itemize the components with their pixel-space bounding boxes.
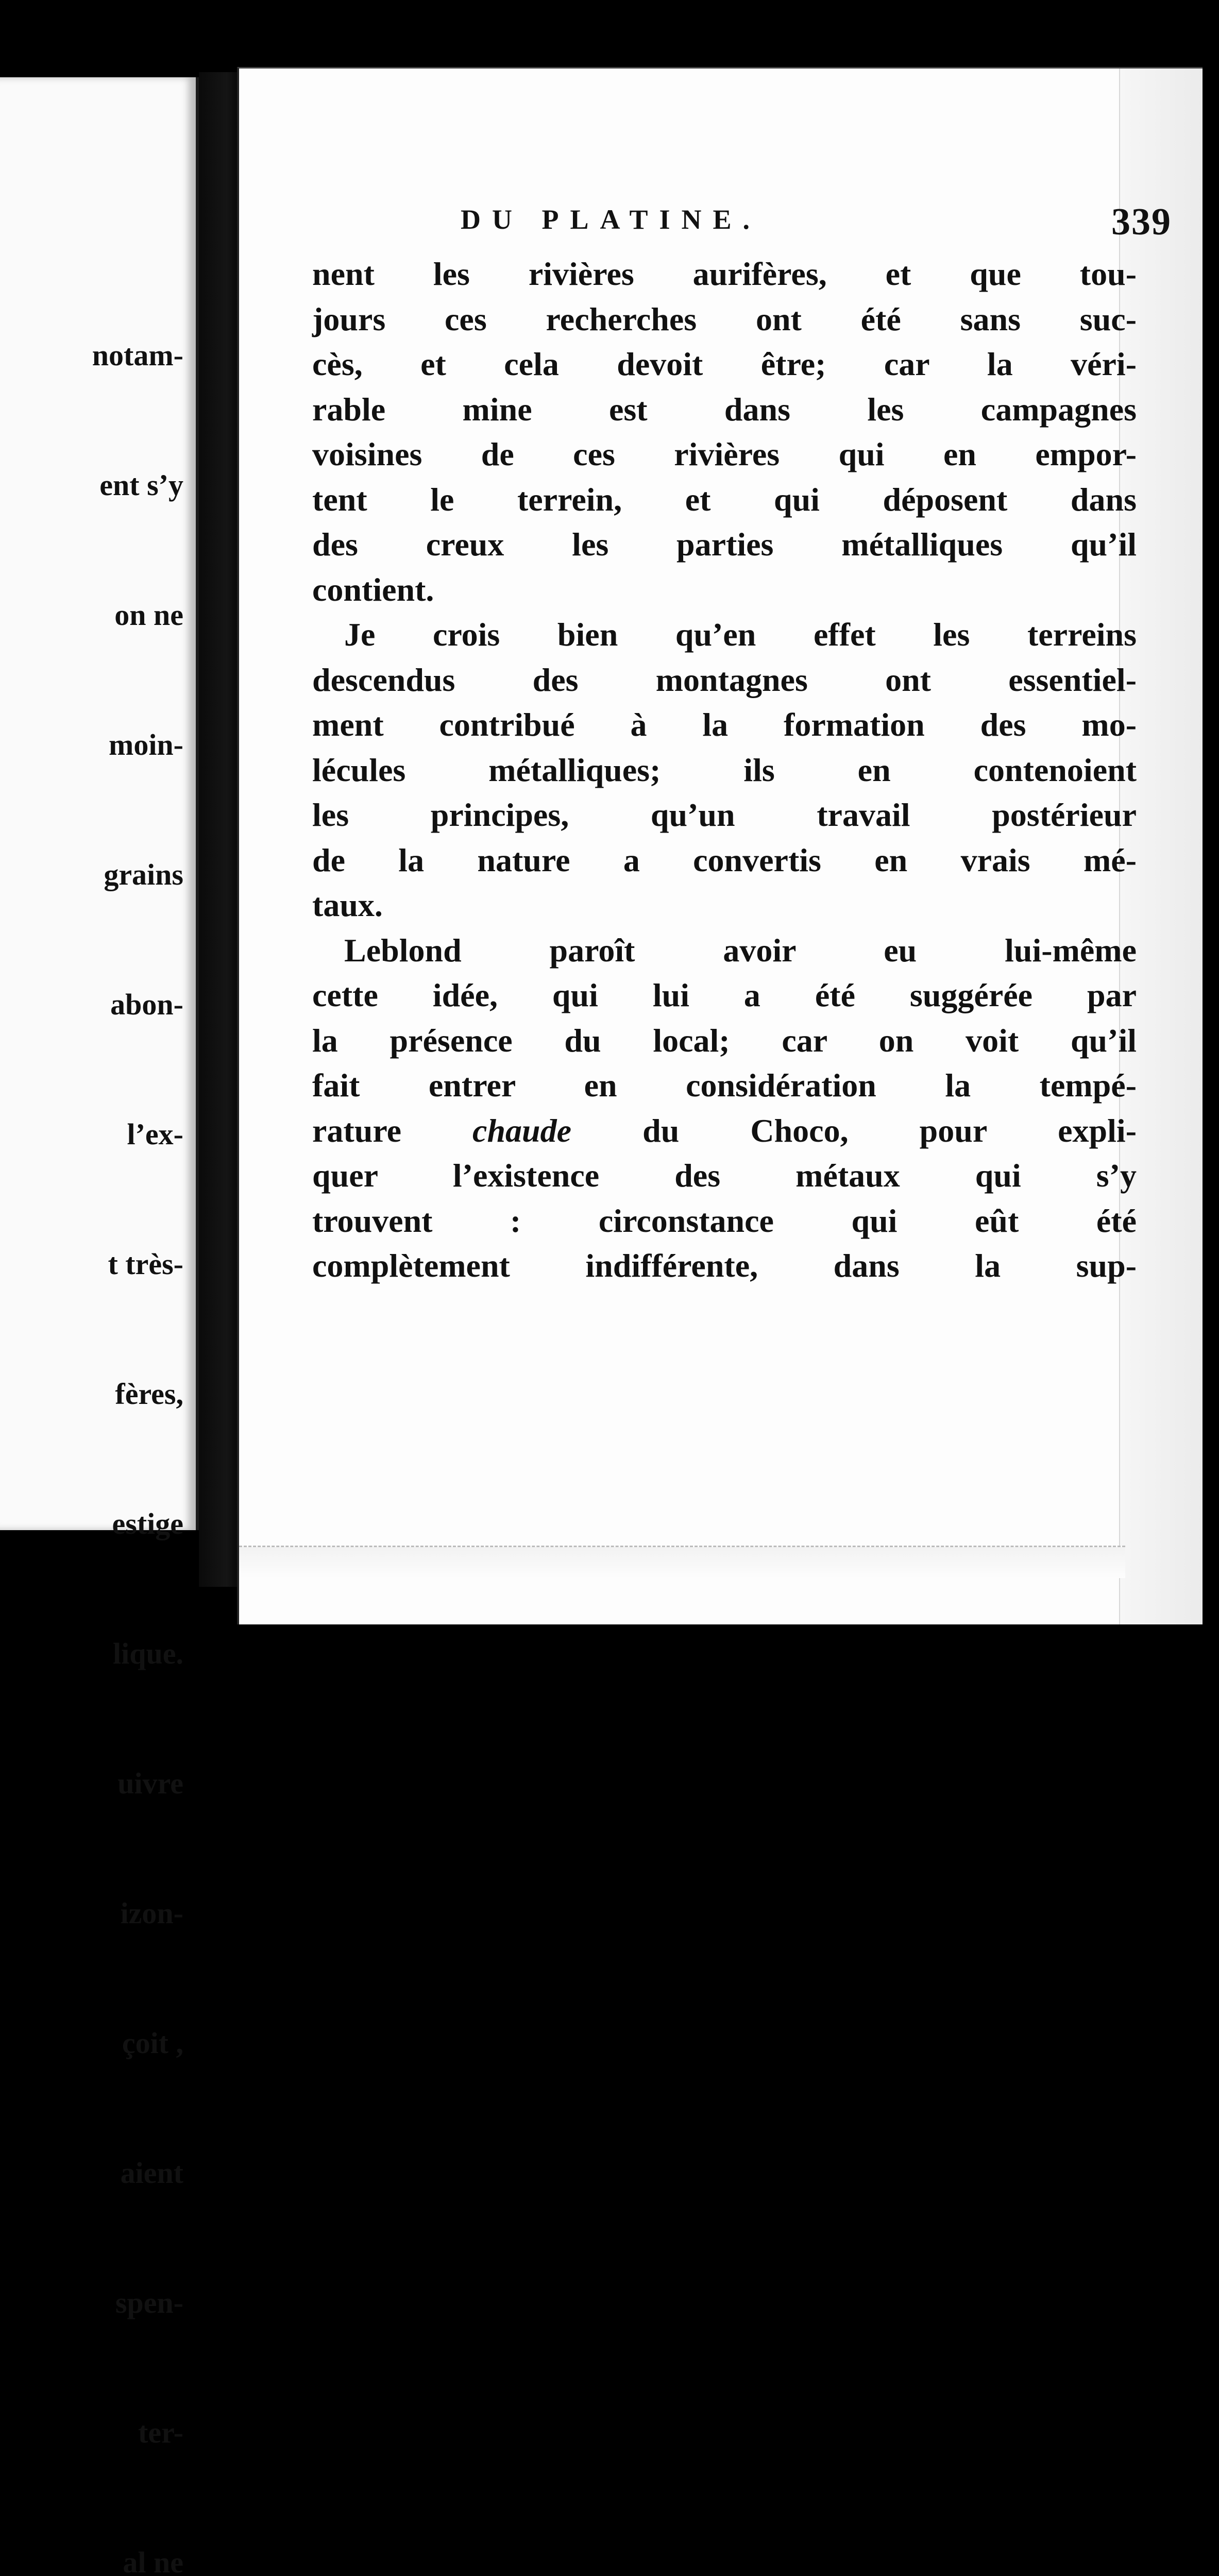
text-line: complètement indifférente, dans la sup-: [312, 1247, 1137, 1284]
previous-page-line: abon-: [110, 988, 183, 1021]
text-line: fait entrer en considération la tempé-: [312, 1067, 1137, 1104]
text-line: contient.: [312, 571, 434, 608]
previous-page-line: çoit ,: [122, 2026, 183, 2060]
previous-page-line: aient: [120, 2156, 183, 2190]
previous-page-line: l’ex-: [127, 1117, 183, 1151]
text-line: Je crois bien qu’en effet les terreins: [344, 616, 1137, 653]
text-line: les principes, qu’un travail postérieur: [312, 796, 1137, 833]
current-page: [237, 67, 1203, 1624]
text-line: quer l’existence des métaux qui s’y: [312, 1157, 1137, 1194]
text-line: descendus des montagnes ont essentiel-: [312, 661, 1137, 698]
running-head: [461, 201, 1172, 245]
text-line: la présence du local; car on voit qu’il: [312, 1022, 1137, 1059]
text-line: Leblond paroît avoir eu lui-même: [344, 931, 1137, 969]
italic-word: chaude: [472, 1112, 572, 1149]
previous-page-line: t très-: [108, 1247, 183, 1281]
page-bottom-edge: [239, 1546, 1125, 1578]
text-line: tent le terrein, et qui déposent dans: [312, 481, 1137, 518]
text-line: cette idée, qui lui a été suggérée par: [312, 977, 1137, 1013]
previous-page-line: on ne: [114, 598, 183, 632]
text-line: rable mine est dans les campagnes: [312, 391, 1137, 428]
text-line: jours ces recherches ont été sans suc-: [312, 300, 1137, 337]
previous-page-line: al ne: [123, 2546, 183, 2576]
text-line: lécules métalliques; ils en contenoient: [312, 751, 1137, 788]
previous-page-line: notam-: [92, 338, 183, 372]
running-head-title: DU PLATINE.: [461, 204, 761, 235]
previous-page-line: moin-: [109, 728, 183, 761]
previous-page-line: lique.: [113, 1637, 183, 1670]
body-text: [312, 251, 1137, 1289]
text-line: de la nature a convertis en vrais mé-: [312, 841, 1137, 878]
text-line: nent les rivières aurifères, et que tou-: [312, 256, 1137, 292]
text-line: des creux les parties métalliques qu’il: [312, 526, 1137, 563]
previous-page: [0, 77, 199, 2576]
text-line: voisines de ces rivières qui en empor-: [312, 436, 1137, 472]
text-line: ment contribué à la formation des mo-: [312, 706, 1137, 743]
text-fragment: rature: [312, 1112, 401, 1149]
previous-page-text: [92, 247, 183, 2576]
text-line: trouvent : circonstance qui eût été: [312, 1202, 1137, 1239]
text-fragment: du Choco, pour expli-: [642, 1112, 1137, 1149]
previous-page-line: spen-: [115, 2286, 183, 2319]
previous-page-line: izon-: [120, 1896, 183, 1930]
previous-page-line: grains: [104, 858, 183, 891]
previous-page-line: estige: [112, 1507, 183, 1540]
text-line: cès, et cela devoit être; car la véri-: [312, 346, 1137, 382]
previous-page-line: fères,: [115, 1377, 183, 1411]
text-line: taux.: [312, 887, 383, 923]
previous-page-line: ent s’y: [99, 468, 183, 502]
previous-page-line: uivre: [117, 1767, 183, 1800]
previous-page-line: ter-: [138, 2416, 183, 2449]
page-number: 339: [1111, 201, 1172, 243]
text-line: [312, 1108, 1137, 1154]
